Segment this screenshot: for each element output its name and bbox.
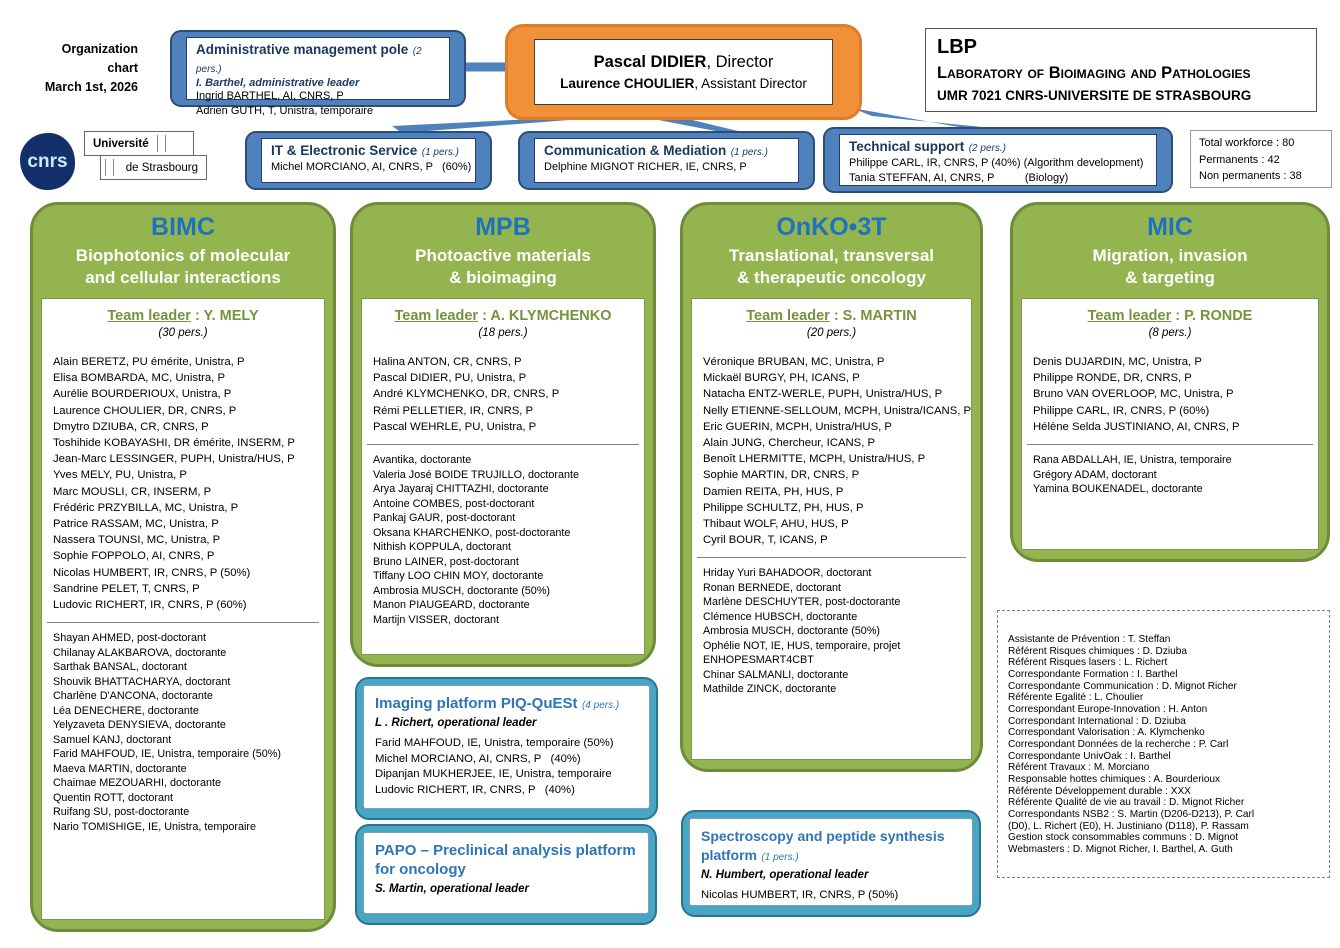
spectroscopy-platform-pers: (1 pers.) [761,852,799,863]
member: Eric GUERIN, MCPH, Unistra/HUS, P [703,420,892,433]
member: Ruifang SU, post-doctorante [53,806,190,819]
imaging-platform-title [375,694,638,713]
member: Marlène DESCHUYTER, post-doctorante [703,596,901,609]
team-bimc-leader [42,299,324,324]
papo-platform-leader: S. Martin, operational leader [375,883,530,895]
team-bimc-subtitle-1: Biophotonics of molecular [75,246,291,265]
team-leader-label: Team leader [746,308,830,324]
team-mpb-subtitle-1: Photoactive materials [415,246,591,265]
team-mpb-size: (18 pers.) [478,327,528,339]
member: Tiffany LOO CHIN MOY, doctorante [373,570,544,583]
papo-platform-title: PAPO – Preclinical analysis platform for oncology [375,842,636,878]
team-onko3t-subtitle [683,245,980,289]
it-service-title-text: IT & Electronic Service [271,143,418,158]
responsibility-line: Référente Egalité : L. Choulier [1008,692,1144,704]
member: Michel MORCIANO, AI, CNRS, P (40%) [375,752,581,765]
technical-support-content [839,134,1157,186]
member: Delphine MIGNOT RICHER, IE, CNRS, P [544,161,747,173]
member: Farid MAHFOUD, IE, Unistra, temporaire (50%) [375,737,614,749]
papo-platform-content [363,832,649,914]
member: Bruno VAN OVERLOOP, MC, Unistra, P [1033,388,1234,401]
assistant-name: Laurence CHOULIER [560,76,695,91]
responsibility-line: Correspondants NSB2 : S. Martin (D206-D213), P. Carl [1008,808,1255,820]
spectroscopy-platform-title-text: Spectroscopy and peptide synthesis platform [701,828,945,863]
team-bimc-permanents [53,354,318,613]
team-onko3t-acronym: OnKO•3T [776,213,887,241]
assistant-director-line [535,74,832,94]
responsibility-line: Référente Qualité de vie au travail : D. Mignot Richer [1008,797,1245,809]
member: ENHOPESMART4CBT [703,654,814,667]
imaging-platform-pers: (4 pers.) [581,700,620,711]
technical-support-title-text: Technical support [849,139,965,154]
member: Oksana KHARCHENKO, post-doctorante [373,526,571,539]
member: Hélène Selda JUSTINIANO, AI, CNRS, P [1033,420,1240,433]
org-chart-date [26,40,138,97]
member: Léa DENECHERE, doctorante [53,704,199,717]
team-mic-permanents [1033,354,1312,435]
team-mpb-header [353,205,653,289]
spectroscopy-platform-content [689,818,973,906]
imaging-platform-title-text: Imaging platform PIQ-QuESt [375,695,578,712]
member: André KLYMCHENKO, DR, CNRS, P [373,388,560,401]
member: Rana ABDALLAH, IE, Unistra, temporaire [1033,454,1232,467]
member: Cyril BOUR, T, ICANS, P [703,534,828,547]
admin-pole-members [196,89,440,118]
member: Sarthak BANSAL, doctorant [53,661,187,674]
member: Dipanjan MUKHERJEE, IE, Unistra, temporaire [375,768,612,781]
admin-pole-title [196,41,440,77]
member: Ingrid BARTHEL, AI, CNRS, P [196,90,344,102]
member: Arya Jayaraj CHITTAZHI, doctorante [373,483,549,496]
member: Nicolas HUMBERT, IR, CNRS, P (50%) [53,566,251,579]
workforce-box [1190,130,1332,188]
org-date-line: Organization [61,42,138,56]
technical-support-members [849,156,1147,185]
spectroscopy-platform-leader: N. Humbert, operational leader [701,869,869,881]
workforce-line: Total workforce : 80 [1199,137,1295,149]
member: Martijn VISSER, doctorant [373,613,500,626]
director-box [505,24,862,120]
member: Sophie MARTIN, DR, CNRS, P [703,469,860,482]
team-mpb [350,202,656,667]
member: Farid MAHFOUD, IE, Unistra, temporaire (50%) [53,748,281,761]
member: Ludovic RICHERT, IR, CNRS, P (40%) [375,783,575,796]
team-mic-size: (8 pers.) [1148,327,1192,339]
spectroscopy-platform-box [681,810,981,917]
lab-acronym: LBP [937,36,977,58]
org-date-line: chart [107,61,138,75]
member: Yamina BOUKENADEL, doctorante [1033,483,1203,496]
team-bimc [30,202,336,932]
member: Chinar SALMANLI, doctorante [703,668,849,681]
it-service-members [271,160,472,175]
member: Yves MELY, PU, Unistra, P [53,469,187,482]
member: Nassera TOUNSI, MC, Unistra, P [53,534,221,547]
member: Nelly ETIENNE-SELLOUM, MCPH, Unistra/ICANS, P [703,404,972,417]
team-leader-name: : S. MARTIN [833,308,917,324]
member: Benoît LHERMITTE, MCPH, Unistra/HUS, P [703,453,926,466]
responsibility-line: Référente Développement durable : XXX [1008,785,1191,797]
imaging-platform-leader: L . Richert, operational leader [375,717,537,729]
unistra-logo-text2: de Strasbourg [125,161,198,174]
divider [697,557,966,558]
team-mic-nonpermanents [1033,453,1312,497]
member: Avantika, doctorante [373,454,472,467]
responsibility-line: Correspondante Formation : I. Barthel [1008,668,1178,680]
member: Ludovic RICHERT, IR, CNRS, P (60%) [53,599,247,612]
member: Jean-Marc LESSINGER, PUPH, Unistra/HUS, P [53,453,295,466]
team-bimc-header [33,205,333,289]
team-mic-subtitle [1013,245,1327,289]
divider [47,622,319,623]
member: Manon PIAUGEARD, doctorante [373,599,530,612]
director-box-content [534,39,833,105]
member: Thibaut WOLF, AHU, HUS, P [703,518,849,531]
team-onko3t-subtitle-1: Translational, transversal [728,246,935,265]
member: Yelyzaveta DENYSIEVA, doctorante [53,719,226,732]
spectroscopy-platform-title [701,827,961,865]
team-bimc-acronym: BIMC [151,213,215,241]
team-leader-label: Team leader [107,308,191,324]
team-onko3t-size: (20 pers.) [806,327,857,339]
member: Tania STEFFAN, AI, CNRS, P (Biology) [849,171,1069,184]
admin-pole-box [170,30,466,117]
member: Pankaj GAUR, post-doctorant [373,512,516,525]
team-leader-name: : P. RONDE [1175,308,1253,324]
director-line [535,50,832,74]
team-leader-name: : A. KLYMCHENKO [482,308,612,324]
team-onko3t-nonpermanents [703,566,965,697]
member: Clémence HUBSCH, doctorante [703,610,858,623]
lab-umr: UMR 7021 CNRS-UNIVERSITE DE STRASBOURG [937,88,1252,103]
communication-members [544,160,789,175]
member: Mickaël BURGY, PH, ICANS, P [703,372,860,385]
responsibility-line: Gestion stock consommables communs : D. Mignot [1008,832,1238,844]
admin-pole-content [186,37,450,117]
member: Frédéric PRZYBILLA, MC, Unistra, P [53,501,239,514]
member: Adrien GUTH, T, Unistra, temporaire [196,104,374,117]
responsibility-line: Responsable hottes chimiques : A. Bourderioux [1008,773,1221,785]
team-mpb-subtitle-2: & bioimaging [449,268,557,287]
team-onko3t-permanents [703,354,972,548]
responsibility-line: Référent Risques lasers : L. Richert [1008,657,1168,669]
team-onko3t-subtitle-2: & therapeutic oncology [737,268,926,287]
communication-title-text: Communication & Mediation [544,143,727,158]
unistra-logo-top [84,131,194,156]
member: Michel MORCIANO, AI, CNRS, P (60%) [271,161,472,173]
member: Ophélie NOT, IE, HUS, temporaire, projet [703,639,901,652]
member: Alain BERETZ, PU émérite, Unistra, P [53,356,245,368]
member: Véronique BRUBAN, MC, Unistra, P [703,356,885,368]
director-name: Pascal DIDIER [593,53,707,71]
admin-pole-pers: (2 pers.) [196,46,422,75]
member: Shayan AHMED, post-doctorant [53,632,207,645]
team-mpb-subtitle [353,245,653,289]
workforce-line: Non permanents : 38 [1199,170,1302,182]
member: Philippe CARL, IR, CNRS, P (40%) (Algorithm development) [849,157,1144,169]
responsibility-line: Correspondant Valorisation : A. Klymchenko [1008,727,1205,739]
member: Philippe SCHULTZ, PH, HUS, P [703,501,864,514]
communication-title [544,142,789,160]
member: Nicolas HUMBERT, IR, CNRS, P (50%) [701,889,899,901]
team-onko3t [680,202,983,772]
team-onko3t-panel [691,298,972,760]
imaging-platform-members [375,736,638,798]
member: Ambrosia MUSCH, doctorante (50%) [373,584,551,597]
member: Philippe CARL, IR, CNRS, P (60%) [1033,404,1210,417]
org-date-line: March 1st, 2026 [44,80,138,94]
team-mic-acronym: MIC [1147,213,1193,241]
unistra-logo-text1: Université [93,137,149,150]
member: Antoine COMBES, post-doctorant [373,497,535,510]
responsibility-line: Correspondante Communication : D. Mignot Richer [1008,680,1237,692]
admin-pole-leader: I. Barthel, administrative leader [196,77,360,89]
spectroscopy-platform-members [701,888,961,904]
member: Quentin ROTT, doctorant [53,791,174,804]
it-service-pers: (1 pers.) [421,147,459,158]
imaging-platform-content [363,685,650,809]
member: Pascal DIDIER, PU, Unistra, P [373,372,527,385]
divider [1027,444,1313,445]
unistra-logo-bottom [100,155,207,180]
team-onko3t-leader [692,299,971,324]
member: Sandrine PELET, T, CNRS, P [53,582,200,595]
member: Damien REITA, PH, HUS, P [703,485,844,498]
team-mpb-permanents [373,354,638,435]
team-mic-subtitle-2: & targeting [1125,268,1215,287]
member: Valeria José BOIDE TRUJILLO, doctorante [373,468,580,481]
member: Laurence CHOULIER, DR, CNRS, P [53,404,237,417]
admin-pole-title-text: Administrative management pole [196,42,409,57]
team-mic-subtitle-1: Migration, invasion [1092,246,1248,265]
team-bimc-nonpermanents [53,631,318,834]
member: Toshihide KOBAYASHI, DR émérite, INSERM, P [53,437,295,450]
lab-name: Laboratory of Bioimaging and Pathologies [937,64,1251,82]
member: Maeva MARTIN, doctorante [53,762,187,775]
team-bimc-panel [41,298,325,920]
member: Denis DUJARDIN, MC, Unistra, P [1033,356,1202,368]
member: Alain JUNG, Chercheur, ICANS, P [703,437,876,450]
member: Chilanay ALAKBAROVA, doctorante [53,646,227,659]
technical-support-box [823,127,1173,193]
team-mic-header [1013,205,1327,289]
team-bimc-size: (30 pers.) [158,327,208,339]
technical-support-pers: (2 pers.) [968,143,1006,154]
member: Samuel KANJ, doctorant [53,733,172,746]
imaging-platform-box [355,677,658,820]
responsibility-line: (D0), L. Richert (E0), H. Justiniano (D118), P. Rassam [1008,820,1249,832]
technical-support-title [849,138,1147,156]
responsibility-line: Correspondant International : D. Dziuba [1008,715,1186,727]
member: Natacha ENTZ-WERLE, PUPH, Unistra/HUS, P [703,388,943,401]
it-service-box [245,131,492,190]
member: Bruno LAINER, post-doctorant [373,555,519,568]
responsibility-line: Référent Risques chimiques : D. Dziuba [1008,645,1187,657]
team-leader-label: Team leader [1087,308,1172,324]
member: Shouvik BHATTACHARYA, doctorant [53,675,231,688]
member: Marc MOUSLI, CR, INSERM, P [53,485,212,498]
member: Nithish KOPPULA, doctorant [373,541,512,554]
team-mpb-leader [362,299,644,324]
member: Pascal WEHRLE, PU, Unistra, P [373,420,537,433]
member: Chaimae MEZOUARHI, doctorante [53,777,222,790]
director-role: , Director [706,53,774,71]
team-mpb-nonpermanents [373,453,638,627]
team-onko3t-header [683,205,980,289]
it-service-title [271,142,466,160]
member: Hriday Yuri BAHADOOR, doctorant [703,567,872,580]
member: Dmytro DZIUBA, CR, CNRS, P [53,420,209,433]
member: Rémi PELLETIER, IR, CNRS, P [373,404,534,417]
cnrs-logo: cnrs [20,133,75,190]
divider [367,444,639,445]
communication-pers: (1 pers.) [730,147,768,158]
member: Ronan BERNEDE, doctorant [703,581,842,594]
responsibility-line: Correspondant Données de la recherche : P. Carl [1008,738,1229,750]
member: Mathilde ZINCK, doctorante [703,683,837,696]
member: Sophie FOPPOLO, AI, CNRS, P [53,550,215,563]
member: Aurélie BOURDERIOUX, Unistra, P [53,388,232,401]
responsibility-line: Correspondant Europe-Innovation : H. Anton [1008,703,1208,715]
team-mpb-panel [361,298,645,655]
responsibility-line: Correspondante UnivOak : I. Barthel [1008,750,1171,762]
member: Ambrosia MUSCH, doctorante (50%) [703,625,881,638]
member: Patrice RASSAM, MC, Unistra, P [53,518,219,531]
member: Elisa BOMBARDA, MC, Unistra, P [53,372,225,385]
team-mic-panel [1021,298,1319,550]
member: Philippe RONDE, DR, CNRS, P [1033,372,1192,385]
responsibility-line: Webmasters : D. Mignot Richer, I. Barthel, A. Guth [1008,843,1233,855]
team-bimc-subtitle-2: and cellular interactions [85,268,281,287]
team-leader-name: : Y. MELY [194,308,259,324]
responsibility-line: Assistante de Prévention : T. Steffan [1008,634,1171,645]
member: Grégory ADAM, doctorant [1033,468,1157,481]
team-bimc-subtitle [33,245,333,289]
member: Charlène D'ANCONA, doctorante [53,690,213,703]
assistant-role: , Assistant Director [694,76,807,91]
team-mpb-acronym: MPB [475,213,531,241]
member: Halina ANTON, CR, CNRS, P [373,356,522,368]
team-mic-leader [1022,299,1318,324]
workforce-line: Permanents : 42 [1199,153,1280,166]
communication-content [534,138,799,183]
communication-box [518,131,815,190]
team-mic [1010,202,1330,562]
member: Nario TOMISHIGE, IE, Unistra, temporaire [53,820,257,833]
team-leader-label: Team leader [394,308,479,324]
unistra-logo-bars-icon [105,159,114,176]
unistra-logo-bars-icon [157,135,166,152]
lab-title-box [925,28,1317,112]
responsibilities-box [997,610,1330,878]
it-service-content [261,138,476,183]
papo-platform-box [355,824,657,925]
responsibility-line: Référent Travaux : M. Morciano [1008,762,1150,774]
